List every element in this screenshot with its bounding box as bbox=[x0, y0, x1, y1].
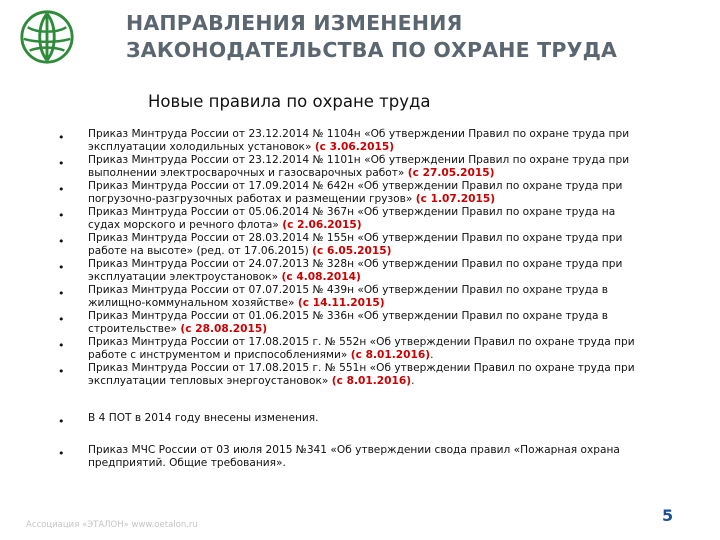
list-item: • Приказ Минтруда России от 23.12.2014 № 1104н «Об утверждении Правил по охране труда при эксплуатации холодильных установок» (с 3.06.2015) bbox=[58, 128, 698, 154]
effective-date: (с 4.08.2014) bbox=[281, 271, 361, 283]
list-item: • Приказ Минтруда России от 28.03.2014 № 155н «Об утверждении Правил по охране труда при работе на высоте» (ред. от 17.06.2015) (с 6.05.2015) bbox=[58, 232, 698, 258]
list-item: • Приказ Минтруда России от 07.07.2015 № 439н «Об утверждении Правил по охране труда в жилищно-коммунальном хозяйстве» (с 14.11.2015) bbox=[58, 284, 698, 310]
list-item: • Приказ Минтруда России от 01.06.2015 № 336н «Об утверждении Правил по охране труда в строительстве» (с 28.08.2015) bbox=[58, 310, 698, 336]
list-item: • Приказ Минтруда России от 17.09.2014 № 642н «Об утверждении Правил по охране труда при погрузочно-разгрузочных работах и размещении грузов» (с 1.07.2015) bbox=[58, 180, 698, 206]
effective-date: (с 3.06.2015) bbox=[314, 141, 395, 153]
effective-date: (с 8.01.2016) bbox=[350, 349, 431, 361]
mchs-order-item: • Приказ МЧС России от 03 июля 2015 №341 «Об утверждении свода правил «Пожарная охрана предприятий. Общие требования». bbox=[58, 444, 698, 470]
orders-list bbox=[58, 128, 698, 470]
page-number: 5 bbox=[662, 506, 674, 525]
globe-leaf-logo-icon bbox=[18, 8, 76, 66]
page-title-line-1: НАПРАВЛЕНИЯ ИЗМЕНЕНИЯ bbox=[126, 11, 463, 35]
effective-date: (с 1.07.2015) bbox=[415, 193, 496, 205]
effective-date: (с 8.01.2016) bbox=[331, 375, 412, 387]
page-title bbox=[126, 10, 686, 64]
list-item: • Приказ Минтруда России от 17.08.2015 г. № 551н «Об утверждении Правил по охране труда при эксплуатации тепловых энергоустановок» (с 8.01.2016). bbox=[58, 362, 698, 388]
effective-date: (с 14.11.2015) bbox=[297, 297, 385, 309]
pot-note-item: • В 4 ПОТ в 2014 году внесены изменения. bbox=[58, 412, 698, 425]
effective-date: (с 28.08.2015) bbox=[180, 323, 268, 335]
list-item: • Приказ Минтруда России от 24.07.2013 № 328н «Об утверждении Правил по охране труда при эксплуатации электроустановок» (с 4.08.2014) bbox=[58, 258, 698, 284]
effective-date: (с 2.06.2015) bbox=[282, 219, 362, 231]
list-item: • Приказ Минтруда России от 17.08.2015 г. № 552н «Об утверждении Правил по охране труда при работе с инструментом и приспособлениями» (с 8.01.2016). bbox=[58, 336, 698, 362]
page-title-line-2: ЗАКОНОДАТЕЛЬСТВА ПО ОХРАНЕ ТРУДА bbox=[126, 38, 618, 62]
effective-date: (с 6.05.2015) bbox=[312, 245, 392, 257]
footer-text: Ассоциация «ЭТАЛОН» www.oetalon.ru bbox=[26, 520, 198, 530]
list-item: • Приказ Минтруда России от 23.12.2014 № 1101н «Об утверждении Правил по охране труда при выполнении электросварочных и газосварочных работ» (с 27.05.2015) bbox=[58, 154, 698, 180]
section-subtitle: Новые правила по охране труда bbox=[148, 92, 431, 111]
effective-date: (с 27.05.2015) bbox=[407, 167, 495, 179]
list-item: • Приказ Минтруда России от 05.06.2014 № 367н «Об утверждении Правил по охране труда на судах морского и речного флота» (с 2.06.2015) bbox=[58, 206, 698, 232]
